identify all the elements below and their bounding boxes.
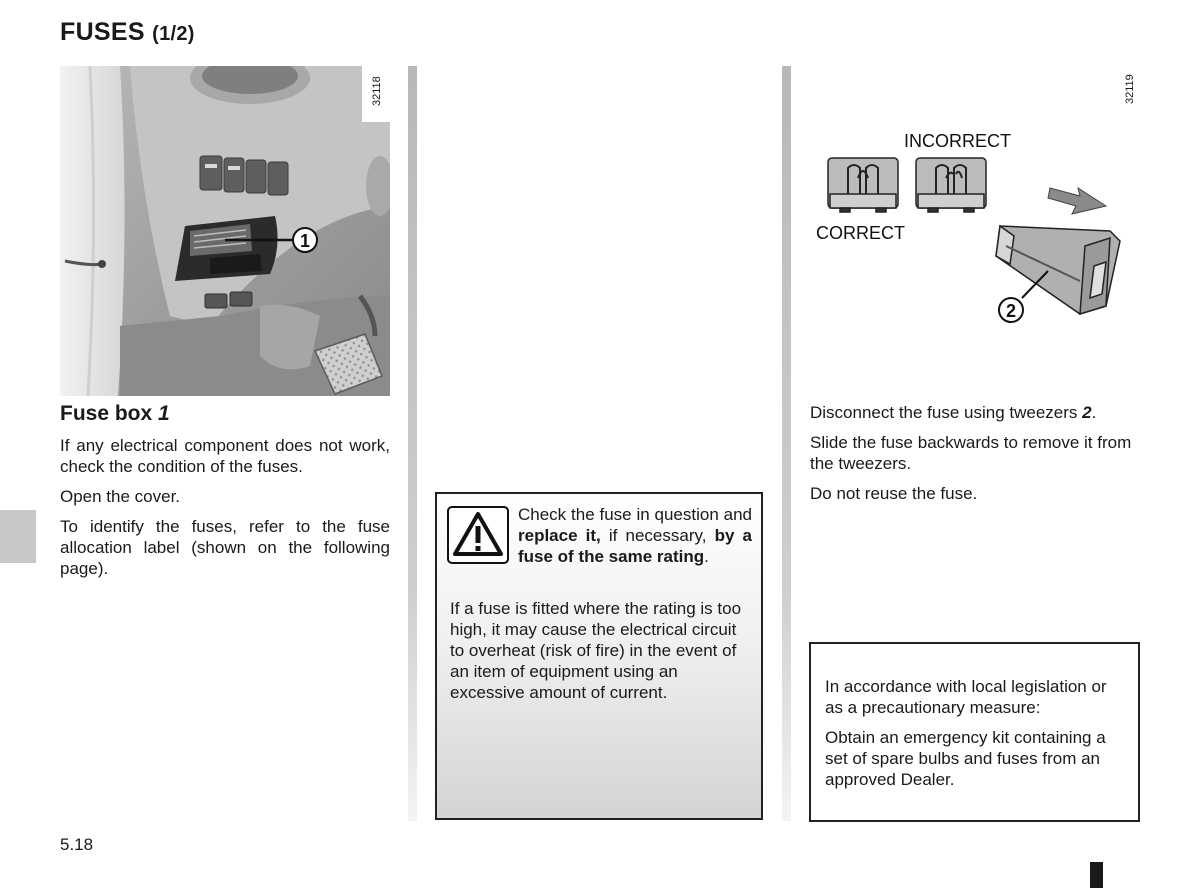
direction-arrow-icon — [1048, 188, 1106, 214]
paragraph-slide-fuse: Slide the fuse backwards to remove it from the tweezers. — [810, 433, 1132, 473]
title-main: FUSES — [60, 18, 145, 46]
info-legislation: In accordance with local legislation or as a precautionary measure: — [825, 677, 1107, 717]
fuse-removal-instructions — [810, 402, 1140, 513]
page-title — [60, 18, 195, 47]
warning-bold-replace: replace it, — [518, 526, 601, 545]
column-divider-right — [782, 66, 791, 821]
page-number: 5.18 — [60, 835, 94, 854]
label-correct: CORRECT — [816, 223, 905, 243]
heading-text: Fuse box — [60, 402, 159, 425]
paragraph-identify-fuses: To identify the fuses, refer to the fuse allocation label (shown on the following page). — [60, 517, 390, 578]
paragraph-check-fuses: If any electrical component does not work, check the condition of the fuses. — [60, 436, 390, 476]
disconnect-end: . — [1091, 403, 1097, 422]
correct-fuse-illustration — [828, 158, 898, 212]
warning-bold-same-rating: by a fuse of the same rating — [518, 526, 752, 566]
paragraph-open-cover: Open the cover. — [60, 487, 181, 506]
paragraph-disconnect — [810, 402, 1140, 423]
warning-text-end: . — [704, 547, 709, 566]
warning-main-text — [518, 504, 752, 567]
paragraph-do-not-reuse: Do not reuse the fuse. — [810, 484, 978, 503]
label-incorrect: INCORRECT — [904, 131, 1011, 151]
warning-text-b: if necessary, — [600, 526, 715, 545]
heading-number: 1 — [158, 402, 170, 425]
warning-text-a: Check the fuse in question and — [518, 505, 752, 524]
photo-reference-number: 32118 — [371, 76, 383, 106]
fuse-box-heading — [60, 402, 170, 426]
warning-box — [435, 492, 763, 820]
fuse-box-description — [60, 435, 390, 588]
fuse-box-photo — [60, 66, 390, 396]
title-subtitle: (1/2) — [152, 23, 195, 45]
warning-detail-text: If a fuse is fitted where the rating is too high, it may cause the electrical circuit to overheat (risk of fire) in the event of an item of equipment using an excessive amount of current. — [450, 599, 742, 702]
diagram-reference-number: 32119 — [1124, 74, 1136, 104]
info-box-content — [825, 676, 1129, 799]
callout-1-label: 1 — [299, 231, 311, 251]
info-emergency-kit: Obtain an emergency kit containing a set of spare bulbs and fuses from an approved Dealer. — [825, 728, 1106, 789]
callout-2-label: 2 — [1005, 301, 1017, 321]
chapter-tab-marker — [0, 510, 36, 563]
disconnect-tweezers-number: 2 — [1082, 403, 1092, 422]
corner-bar — [1090, 862, 1103, 888]
info-box — [809, 642, 1140, 822]
incorrect-fuse-illustration — [916, 158, 986, 212]
warning-icon — [447, 506, 509, 564]
dashboard-illustration — [60, 66, 390, 396]
column-divider-left — [408, 66, 417, 821]
disconnect-text: Disconnect the fuse using tweezers — [810, 403, 1083, 422]
fuse-removal-diagram — [810, 66, 1140, 366]
